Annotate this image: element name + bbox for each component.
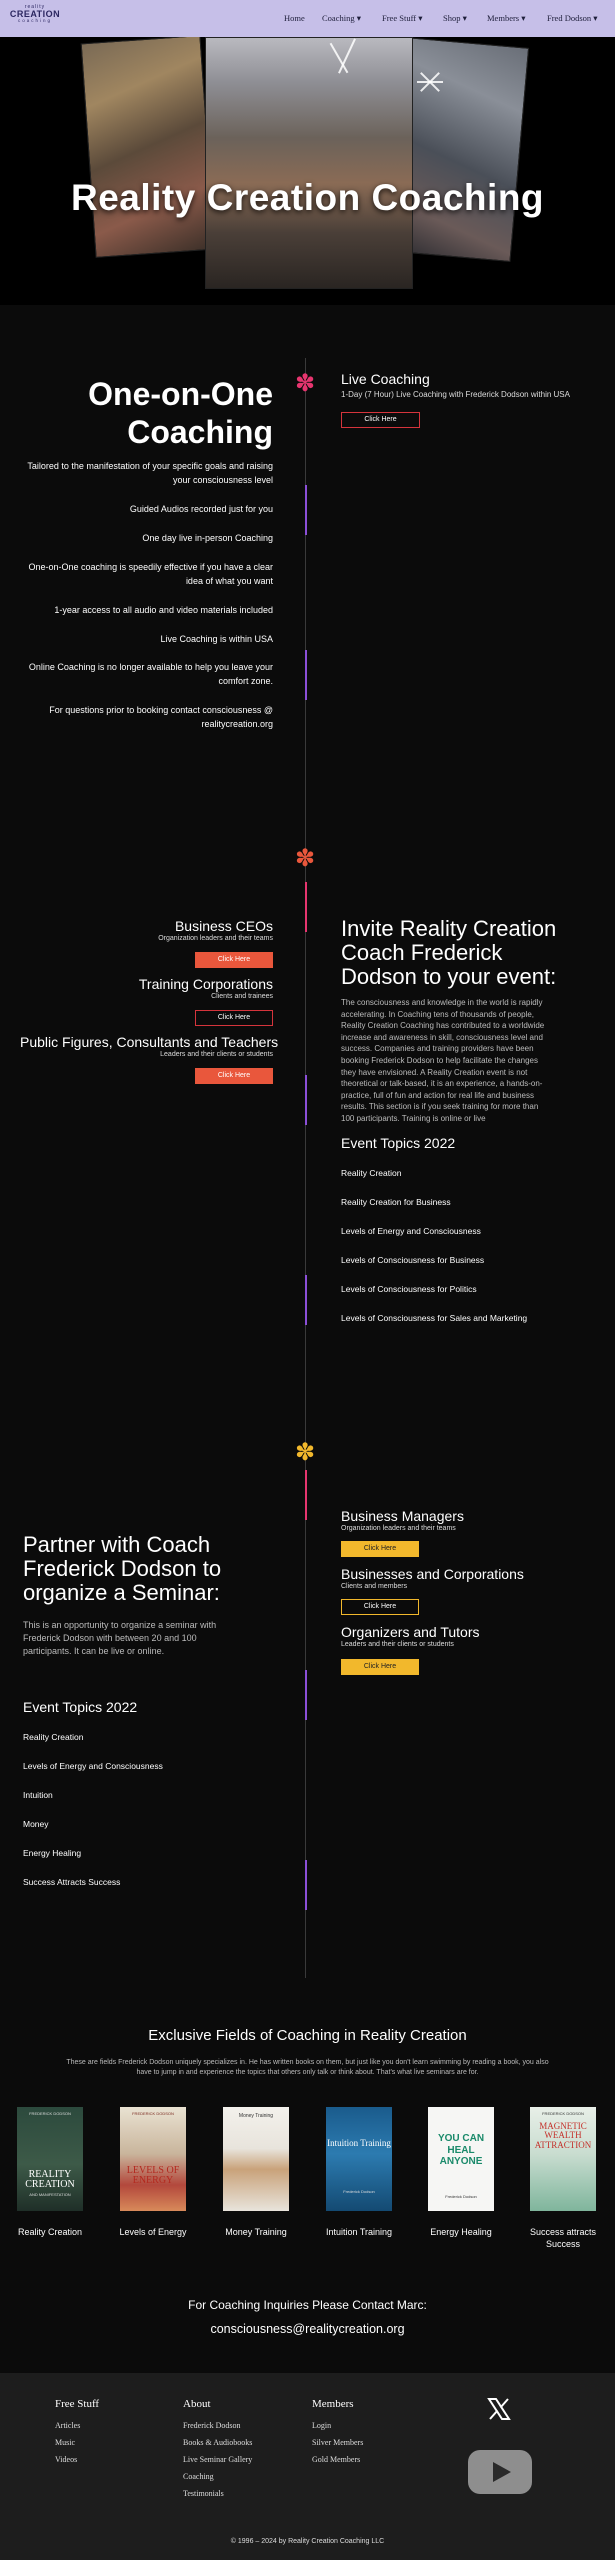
contact-heading: For Coaching Inquiries Please Contact Marc: <box>188 2298 427 2312</box>
footer-heading-members: Members <box>312 2398 354 2410</box>
nav-coaching[interactable] <box>322 13 361 24</box>
footer-link[interactable]: Testimonials <box>183 2489 224 2498</box>
one-on-one-feature: Live Coaching is within USA <box>160 634 273 644</box>
timeline-accent <box>305 1075 307 1125</box>
footer-link[interactable]: Silver Members <box>312 2438 364 2447</box>
footer-link[interactable]: Coaching <box>183 2472 214 2481</box>
book-cover-subtitle: AND MANIFESTATION <box>29 2192 71 2197</box>
invite-topic: Reality Creation for Business <box>341 1197 451 1207</box>
footer-heading-about: About <box>183 2398 211 2410</box>
flower-orange-icon: ✽ <box>295 845 316 872</box>
book-cover-intuition-training[interactable] <box>326 2107 392 2211</box>
nav-home[interactable] <box>284 13 305 23</box>
seminar-topics-title: Event Topics 2022 <box>23 1699 138 1715</box>
timeline-accent <box>305 650 307 700</box>
seminar-topic: Intuition <box>23 1790 53 1800</box>
invite-option-button[interactable]: Click Here <box>195 1010 273 1026</box>
logo-line-2: CREATION <box>9 9 61 19</box>
book-label[interactable]: Intuition Training <box>325 2227 393 2237</box>
seminar-option-title: Business Managers <box>341 1508 464 1524</box>
hero-banner <box>0 37 615 305</box>
logo-line-1: reality <box>24 4 46 10</box>
flower-yellow-icon: ✽ <box>295 1439 316 1466</box>
flower-pink-icon: ✽ <box>295 370 316 397</box>
book-label[interactable]: Success attracts Success <box>529 2227 597 2250</box>
nav-coaching-label: Coaching <box>322 13 355 23</box>
footer-link[interactable]: Videos <box>55 2455 78 2464</box>
book-cover-title: Money Training <box>238 2113 274 2119</box>
seminar-option-button[interactable]: Click Here <box>341 1541 419 1557</box>
one-on-one-feature: One-on-One coaching is speedily effective if you have a clear idea of what you want <box>28 562 273 586</box>
invite-option-button[interactable]: Click Here <box>195 1068 273 1084</box>
timeline-accent <box>305 1670 307 1720</box>
seminar-topic: Money <box>23 1819 49 1829</box>
invite-topic: Levels of Consciousness for Politics <box>341 1284 477 1294</box>
book-cover-title: Intuition Training <box>327 2138 391 2148</box>
nav-fred-dodson[interactable] <box>547 13 598 24</box>
invite-option-button[interactable]: Click Here <box>195 952 273 968</box>
one-on-one-feature: Online Coaching is no longer available to help you leave your comfort zone. <box>28 662 273 686</box>
book-cover-reality-creation[interactable] <box>17 2107 83 2211</box>
one-on-one-title: One-on-One Coaching <box>88 376 273 451</box>
chevron-down-icon: ▾ <box>593 13 598 23</box>
x-icon[interactable] <box>486 2396 512 2422</box>
live-coaching-button[interactable]: Click Here <box>341 412 420 428</box>
nav-members[interactable] <box>487 13 526 24</box>
timeline-accent <box>305 1470 307 1520</box>
invite-option-subtitle: Clients and trainees <box>211 993 273 1000</box>
seminar-topic: Success Attracts Success <box>23 1877 121 1887</box>
hero-photo-left <box>81 37 216 258</box>
copyright: © 1996 – 2024 by Reality Creation Coaching LLC <box>230 2538 385 2545</box>
book-cover-levels-of-energy[interactable] <box>120 2107 186 2211</box>
seminar-topic: Reality Creation <box>23 1732 84 1742</box>
live-coaching-subtitle: 1-Day (7 Hour) Live Coaching with Frederick Dodson within USA <box>341 390 570 399</box>
seminar-topic: Energy Healing <box>23 1848 82 1858</box>
book-cover-success-attracts-success[interactable] <box>530 2107 596 2211</box>
nav-shop[interactable] <box>443 13 467 24</box>
book-label[interactable]: Levels of Energy <box>119 2227 187 2237</box>
nav-members-label: Members <box>487 13 520 23</box>
one-on-one-feature: Guided Audios recorded just for you <box>129 504 273 514</box>
invite-topic: Levels of Consciousness for Business <box>341 1255 485 1265</box>
nav-free-stuff[interactable] <box>382 13 422 24</box>
hero-photo-center <box>205 37 413 289</box>
seminar-title: Partner with Coach Frederick Dodson to organize a Seminar: <box>23 1532 222 1606</box>
book-cover-author: Frederick Dodson <box>445 2193 477 2199</box>
site-logo[interactable] <box>8 5 62 24</box>
book-cover-author: FREDERICK DODSON <box>29 2111 71 2116</box>
invite-option-subtitle: Organization leaders and their teams <box>158 935 273 942</box>
timeline-accent <box>305 882 307 932</box>
one-on-one-feature: Tailored to the manifestation of your specific goals and raising your consciousness level <box>27 461 273 485</box>
seminar-option-subtitle: Clients and members <box>341 1583 408 1590</box>
invite-option-subtitle: Leaders and their clients or students <box>160 1051 273 1058</box>
site-header <box>0 0 615 37</box>
one-on-one-feature: One day live in-person Coaching <box>142 533 273 543</box>
one-on-one-feature: 1-year access to all audio and video materials included <box>54 605 273 615</box>
book-cover-title: YOU CAN HEAL ANYONE <box>437 2133 485 2167</box>
seminar-text: This is an opportunity to organize a seminar with Frederick Dodson with between 20 and 100 participants. It can be live or online. <box>23 1620 217 1657</box>
hero-title: Reality Creation Coaching <box>70 177 545 218</box>
invite-option-title: Public Figures, Consultants and Teachers <box>20 1034 279 1050</box>
invite-topic: Reality Creation <box>341 1168 402 1178</box>
nav-home-label: Home <box>284 13 305 23</box>
footer-link[interactable]: Frederick Dodson <box>183 2421 241 2430</box>
nav-fred-dodson-label: Fred Dodson <box>547 13 592 23</box>
contact-email-link[interactable]: consciousness@realitycreation.org <box>210 2322 405 2336</box>
invite-option-title: Business CEOs <box>174 918 273 934</box>
footer-link[interactable]: Live Seminar Gallery <box>183 2455 253 2464</box>
footer-link[interactable]: Music <box>55 2438 75 2447</box>
chevron-down-icon: ▾ <box>418 13 423 23</box>
timeline-accent <box>305 1275 307 1325</box>
book-cover-money-training[interactable] <box>223 2107 289 2211</box>
book-label[interactable]: Energy Healing <box>430 2227 492 2237</box>
fields-title: Exclusive Fields of Coaching in Reality Creation <box>148 2027 467 2044</box>
invite-topics-title: Event Topics 2022 <box>341 1135 456 1151</box>
invite-topic: Levels of Energy and Consciousness <box>341 1226 481 1236</box>
logo-line-3: coaching <box>17 18 52 23</box>
book-cover-title: LEVELS OF ENERGY <box>126 2165 180 2186</box>
nav-shop-label: Shop <box>443 13 461 23</box>
chevron-down-icon: ▾ <box>521 13 526 23</box>
book-label[interactable]: Money Training <box>225 2227 287 2237</box>
footer-heading-free-stuff: Free Stuff <box>55 2398 100 2410</box>
book-cover-title: MAGNETIC WEALTH ATTRACTION <box>534 2121 592 2150</box>
seminar-option-subtitle: Leaders and their clients or students <box>341 1641 454 1648</box>
footer-link[interactable]: Login <box>312 2421 332 2430</box>
site-footer <box>0 2373 615 2560</box>
footer-link[interactable]: Gold Members <box>312 2455 361 2464</box>
book-cover-energy-healing[interactable] <box>428 2107 494 2211</box>
seminar-topic: Levels of Energy and Consciousness <box>23 1761 163 1771</box>
invite-text: The consciousness and knowledge in the world is rapidly accelerating. In Coaching tens of thousands of people, Reality Creation Coaching has contributed to a worldwide increase and awareness in skill, consciousness level and success. Companies and training providers have been booking Frederick Dodson to help facilitate the changes they have envisioned. A Reality Creation event is not theoretical or talk-based, it is an experience, a hands-on-practice, full of fun and action for real life and business results. This section is if you seek training for more than 100 participants. Training is online or live <box>341 998 545 1123</box>
footer-link[interactable]: Books & Audiobooks <box>183 2438 253 2447</box>
timeline-accent <box>305 485 307 535</box>
timeline-line <box>305 358 306 1978</box>
book-cover-author: FREDERICK DODSON <box>542 2111 584 2116</box>
book-label[interactable]: Reality Creation <box>17 2227 83 2237</box>
invite-topic: Levels of Consciousness for Sales and Marketing <box>341 1313 528 1323</box>
footer-link[interactable]: Articles <box>55 2421 81 2430</box>
hero-light-decoration <box>417 81 443 83</box>
book-cover-author: Frederick Dodson <box>343 2188 375 2194</box>
live-coaching-title: Live Coaching <box>341 371 430 387</box>
chevron-down-icon: ▾ <box>356 13 361 23</box>
book-cover-author: FREDERICK DODSON <box>132 2111 174 2116</box>
invite-option-title: Training Corporations <box>138 976 273 992</box>
fields-text: These are fields Frederick Dodson uniquely specializes in. He has written books on them, but just like you don't learn swimming by reading a book, you also have to jump in and experience the topics that others only talk or think about. That's what live seminars are for. <box>66 2059 549 2077</box>
seminar-option-title: Businesses and Corporations <box>341 1566 524 1582</box>
timeline-accent <box>305 1860 307 1910</box>
invite-title: Invite Reality Creation Coach Frederick Dodson to your event: <box>341 916 557 990</box>
book-cover-title: REALITY CREATION <box>25 2169 75 2190</box>
seminar-option-button[interactable]: Click Here <box>341 1659 419 1675</box>
youtube-icon[interactable] <box>466 2448 534 2496</box>
seminar-option-button[interactable]: Click Here <box>341 1599 419 1615</box>
chevron-down-icon: ▾ <box>462 13 467 23</box>
seminar-option-subtitle: Organization leaders and their teams <box>341 1525 456 1532</box>
nav-free-stuff-label: Free Stuff <box>382 13 417 23</box>
one-on-one-feature: For questions prior to booking contact consciousness @ realitycreation.org <box>49 705 273 729</box>
seminar-option-title: Organizers and Tutors <box>341 1624 480 1640</box>
